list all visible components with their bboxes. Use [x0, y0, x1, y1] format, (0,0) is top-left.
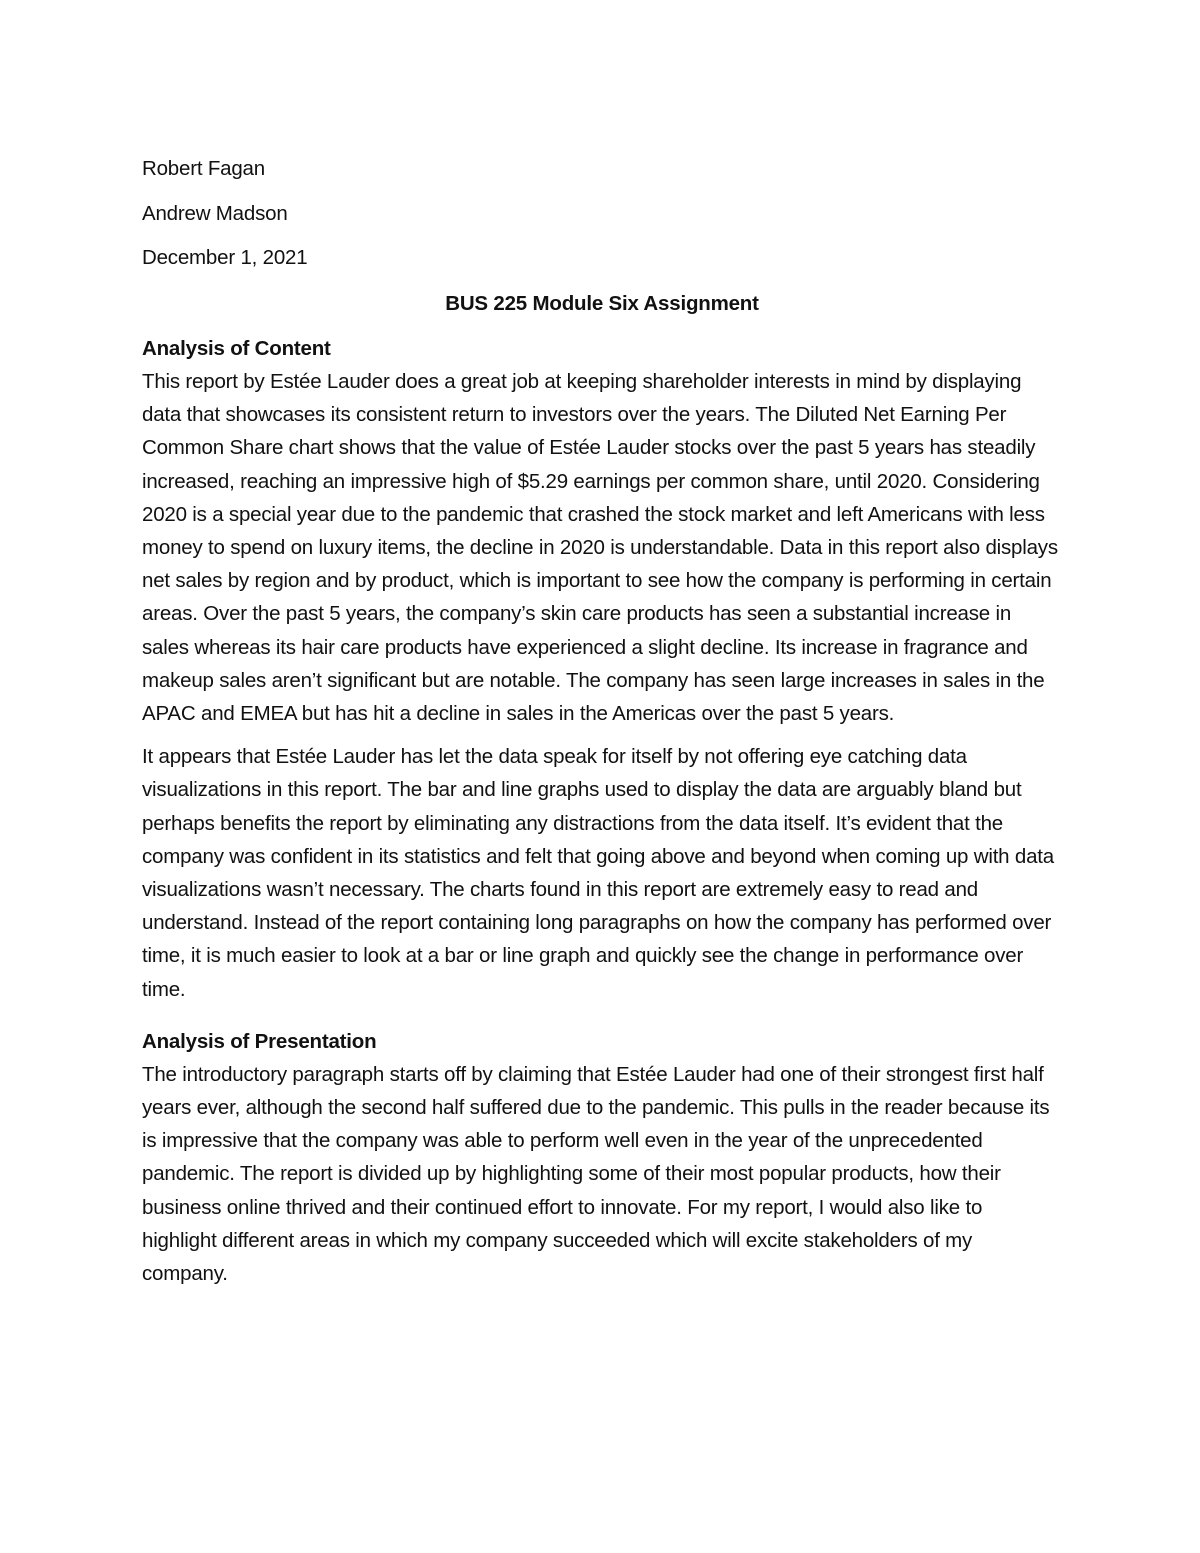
- document-page: [142, 152, 1062, 1290]
- document-date: December 1, 2021: [142, 246, 308, 269]
- document-title: BUS 225 Module Six Assignment: [445, 292, 759, 315]
- instructor-name: Andrew Madson: [142, 201, 288, 225]
- section-heading: Analysis of Presentation: [142, 1029, 377, 1053]
- section-analysis-of-presentation: [142, 1025, 1062, 1290]
- section-heading: Analysis of Content: [142, 337, 331, 360]
- paragraph: This report by Estée Lauder does a great job at keeping shareholder interests in mind by displaying data that showcases its consistent return to investors over the years. The Diluted Net Earning Per Common Share chart shows that the value of Estée Lauder stocks over the past 5 years has steadily increased, reaching an impressive high of $5.29 earnings per common share, until 2020. Considering 2020 is a special year due to the pandemic that crashed the stock market and left Americans with less money to spend on luxury items, the decline in 2020 is understandable. Data in this report also displays net sales by region and by product, which is important to see how the company is performing in certain areas. Over the past 5 years, the company’s skin care products has seen a substantial increase in sales whereas its hair care products have experienced a slight decline. Its increase in fragrance and makeup sales aren’t significant but are notable. The company has seen large increases in sales in the APAC and EMEA but has hit a decline in sales in the Americas over the past 5 years.: [142, 370, 1058, 726]
- author-name: Robert Fagan: [142, 157, 265, 180]
- paragraph: It appears that Estée Lauder has let the data speak for itself by not offering eye catching data visualizations in this report. The bar and line graphs used to display the data are arguably bland but perhaps benefits the report by eliminating any distractions from the data itself. It’s evident that the company was confident in its statistics and felt that going above and beyond when coming up with data visualizations wasn’t necessary. The charts found in this report are extremely easy to read and understand. Instead of the report containing long paragraphs on how the company has performed over time, it is much easier to look at a bar or line graph and quickly see the change in performance over time.: [142, 745, 1054, 1001]
- paragraph: The introductory paragraph starts off by claiming that Estée Lauder had one of their strongest first half years ever, although the second half suffered due to the pandemic. This pulls in the reader because its is impressive that the company was able to perform well even in the year of the unprecedented pandemic. The report is divided up by highlighting some of their most popular products, how their business online thrived and their continued effort to innovate. For my report, I would also like to highlight different areas in which my company succeeded which will excite stakeholders of my company.: [142, 1062, 1050, 1286]
- section-analysis-of-content: [142, 332, 1062, 1006]
